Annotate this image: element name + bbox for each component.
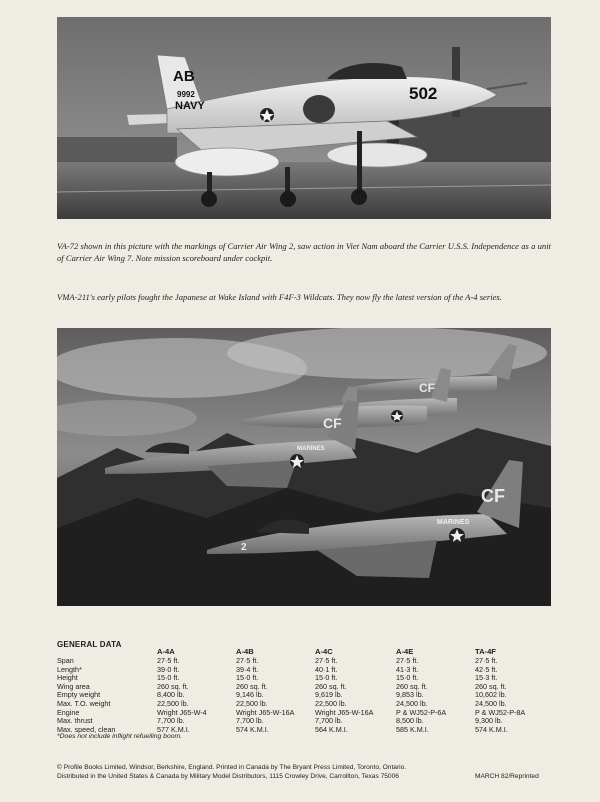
spec-column-ta4f: [475, 648, 525, 734]
variant-header: A-4A: [157, 647, 175, 656]
spec-value: 7,700 lb.: [157, 716, 185, 726]
spec-value: 24,500 lb.: [475, 698, 507, 708]
spec-value: 564 K.M.I.: [315, 724, 348, 734]
spec-value: 574 K.M.I.: [236, 724, 269, 734]
spec-value: 27·5 ft.: [315, 656, 338, 665]
spec-label: Max. T.O. weight: [57, 698, 111, 708]
navy-marking: NAVY: [175, 100, 205, 112]
variant-header: TA-4F: [475, 647, 496, 656]
variant-header: A-4B: [236, 647, 254, 656]
photo-marine-a4-formation: [57, 328, 551, 606]
spec-value: 27·5 ft.: [236, 656, 259, 665]
jet3-tail-code: CF: [419, 381, 435, 395]
spec-value: 27·5 ft.: [396, 656, 419, 665]
spec-value: 260 sq. ft.: [236, 681, 268, 691]
spec-value: 15·0 ft.: [315, 673, 338, 683]
spec-value: 41·3 ft.: [396, 664, 419, 674]
spec-value: 9,146 lb.: [236, 690, 264, 700]
spec-value: 9,300 lb.: [475, 716, 503, 726]
tail-code-marking: AB: [173, 68, 195, 85]
spec-footnote: *Does not include inflight refuelling boom.: [57, 733, 183, 740]
spec-value: 15·0 ft.: [396, 673, 419, 683]
caption-carrier-photo: VA-72 shown in this picture with the markings of Carrier Air Wing 2, saw action in Viet Nam aboard the Carrier U.S.S. Independence as a unit of Carrier Air Wing 7. Note mission scoreboard under cockpit.: [57, 241, 551, 263]
spec-value: Wright J65-W-4: [157, 707, 207, 717]
jet0-marines-marking: MARINES: [437, 519, 470, 526]
spec-value: 7,700 lb.: [315, 716, 343, 726]
spec-value: 42·5 ft.: [475, 664, 498, 674]
spec-value: 577 K.M.I.: [157, 724, 190, 734]
a4-deck-photo-illustration: [57, 17, 551, 219]
spec-value: 260 sq. ft.: [396, 681, 428, 691]
spec-label: Max. speed, clean: [57, 724, 116, 734]
spec-value: 585 K.M.I.: [396, 724, 429, 734]
spec-value: 260 sq. ft.: [315, 681, 347, 691]
spec-value: 260 sq. ft.: [475, 681, 507, 691]
spec-value: 8,400 lb.: [157, 690, 185, 700]
spec-value: Wright J65-W-16A: [236, 707, 295, 717]
spec-value: 8,500 lb.: [396, 716, 424, 726]
spec-value: 27·5 ft.: [475, 656, 498, 665]
spec-value: 22,500 lb.: [236, 698, 268, 708]
copyright-line: © Profile Books Limited, Windsor, Berkshire, England. Printed in Canada by The Bryant Press Limited, Toronto, Ontario.: [57, 764, 407, 771]
spec-label: Max. thrust: [57, 716, 93, 726]
jet0-tail-code: CF: [481, 486, 505, 506]
spec-value: 22,500 lb.: [157, 698, 189, 708]
spec-value: 15·0 ft.: [236, 673, 259, 683]
formation-photo-illustration: [57, 328, 551, 606]
variant-header: A-4C: [315, 647, 333, 656]
variant-header: A-4E: [396, 647, 414, 656]
caption-formation-photo: VMA-211's early pilots fought the Japanese at Wake Island with F4F-3 Wildcats. They now fly the latest version of the A-4 series.: [57, 292, 502, 302]
spec-value: 15·3 ft.: [475, 673, 498, 683]
spec-value: 9,853 lb.: [396, 690, 424, 700]
spec-column-a4b: [236, 648, 294, 734]
spec-value: 7,700 lb.: [236, 716, 264, 726]
spec-value: 15·0 ft.: [157, 673, 180, 683]
spec-label: Span: [57, 656, 74, 665]
spec-label: Engine: [57, 707, 80, 717]
spec-value: 24,500 lb.: [396, 698, 428, 708]
spec-value: 10,602 lb.: [475, 690, 507, 700]
jet0-side-number: 2: [241, 542, 247, 553]
spec-value: 39·4 ft.: [236, 664, 259, 674]
spec-value: 22,500 lb.: [315, 698, 347, 708]
spec-label: Wing area: [57, 681, 90, 691]
spec-label: Length*: [57, 664, 82, 674]
spec-value: Wright J65-W-16A: [315, 707, 374, 717]
edition-note: MARCH 82/Reprinted: [475, 773, 539, 780]
spec-value: P & WJ52-P-6A: [396, 707, 447, 717]
spec-column-a4e: [396, 648, 446, 734]
spec-value: 574 K.M.I.: [475, 724, 508, 734]
jet1-tail-code: CF: [323, 415, 342, 431]
spec-value: 40·1 ft.: [315, 664, 338, 674]
modex-marking: 502: [409, 84, 438, 103]
spec-column-a4c: [315, 648, 373, 734]
spec-value: P & WJ52-P-8A: [475, 707, 526, 717]
spec-label: Height: [57, 673, 78, 683]
general-data-title: GENERAL DATA: [57, 640, 122, 649]
jet1-marines-marking: MARINES: [297, 446, 325, 452]
spec-value: 27·5 ft.: [157, 656, 180, 665]
spec-column-a4a: [157, 648, 207, 734]
bureau-number-marking: 9992: [177, 90, 195, 99]
spec-value: 9,619 lb.: [315, 690, 343, 700]
spec-label: Empty weight: [57, 690, 101, 700]
spec-value: 260 sq. ft.: [157, 681, 189, 691]
spec-labels-column: [57, 657, 115, 734]
spec-value: 39·0 ft.: [157, 664, 180, 674]
distribution-line: Distributed in the United States & Canada by Military Model Distributors, 1115 Crowley Drive, Carrollton, Texas 75006: [57, 773, 399, 780]
photo-a4-carrier-deck: [57, 17, 551, 219]
